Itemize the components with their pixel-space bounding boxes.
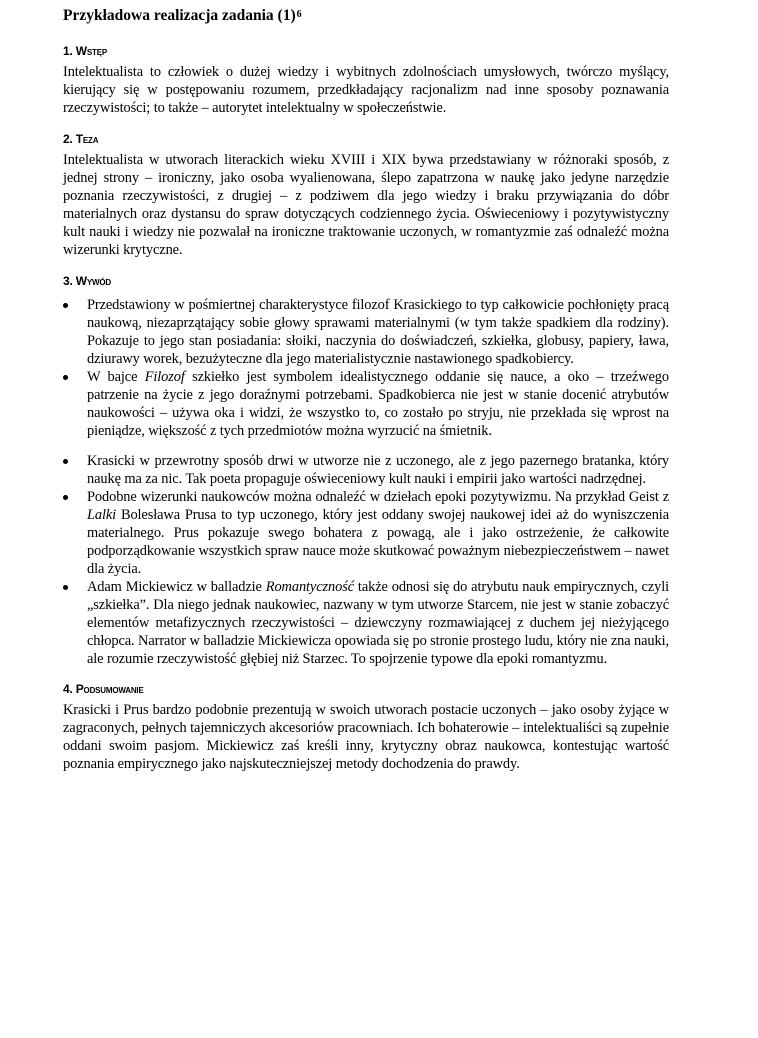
document-title [63, 6, 669, 28]
section-heading-label: Wywód [75, 274, 111, 288]
list-item [63, 296, 669, 368]
section-heading-label: Teza [75, 132, 99, 146]
list-item-text: W bajce [87, 369, 145, 385]
section-number: 3. [63, 274, 76, 288]
section-heading-teza [63, 131, 669, 147]
section-paragraph-wstep: Intelektualista to człowiek o dużej wiedzy i wybitnych zdolnościach umysłowych, twórczo myślący, kierujący się w postępowaniu rozumem, przedkładający racjonalizm nad inne sposoby poznawania rzeczywistości; to także – autorytet intelektualny w społeczeństwie. [63, 64, 669, 116]
bullet-icon [63, 585, 68, 590]
section-teza [63, 131, 669, 259]
title-footnote-marker: 6 [296, 9, 302, 20]
section-heading-label: Podsumowanie [75, 682, 144, 696]
section-paragraph-podsumowanie: Krasicki i Prus bardzo podobnie prezentują w swoich utworach postacie uczonych – jako osoby żyjące w zagraconych, pełnych tajemniczych akcesoriów pracowniach. Ich bohaterowie – intelektualiści są zupełnie oddani swoim pasjom. Mickiewicz zaś kreśli inny, krytyczny obraz naukowca, kontestując wartość poznania empirycznego jako najskuteczniejszej metody dochodzenia do prawdy. [63, 702, 669, 772]
section-wstep [63, 43, 669, 117]
section-podsumowanie [63, 681, 669, 773]
bullet-icon [63, 495, 68, 500]
section-heading-wstep [63, 43, 669, 59]
section-number: 2. [63, 132, 76, 146]
list-item-text: Bolesława Prusa to typ uczonego, który jest oddany swojej naukowej idei aż do wyniszczenia materialnego. Prus pokazuje swego bohatera z powagą, ale i jako ostrzeżenie, że całkowite podporządkowanie wszystkich spraw nauce może skutkować poważnym niebezpieczeństwem – nawet dla życia. [87, 507, 669, 577]
list-item-text: Adam Mickiewicz w balladzie [87, 579, 266, 595]
list-item-text: Podobne wizerunki naukowców można odnaleźć w dziełach epoki pozytywizmu. Na przykład Geist z [87, 489, 669, 505]
section-heading-label: Wstęp [75, 44, 107, 58]
argument-list [63, 296, 669, 668]
list-item [63, 488, 669, 578]
section-number: 1. [63, 44, 76, 58]
document-title-text: Przykładowa realizacja zadania (1) [63, 7, 296, 24]
list-item-text: także odnosi się do atrybutu nauk empirycznych, czyli „szkiełka”. Dla niego jednak naukowiec, nazwany w tym utworze Starcem, nie jest w stanie zobaczyć elementów metafizycznych rzeczywistości – dziewczyny rozmawiającej z duchem jej nieżyjącego chłopca. Narrator w balladzie Mickiewicza opowiada się po stronie prostego ludu, który nie zna nauki, ale rozumie rzeczywistość głębiej niż Starzec. To spojrzenie typowe dla epoki romantyzmu. [87, 579, 669, 667]
section-heading-podsumowanie [63, 681, 669, 697]
list-item [63, 452, 669, 488]
section-number: 4. [63, 682, 76, 696]
list-item-italic-title: Romantyczność [265, 579, 354, 595]
list-item-italic-title: Lalki [87, 507, 117, 523]
list-item [63, 368, 669, 440]
bullet-icon [63, 303, 68, 308]
list-item-italic-title: Filozof [144, 369, 185, 385]
list-item-text: szkiełko jest symbolem idealistycznego oddanie się nauce, a oko – trzeźwego patrzenie na życie z jego doraźnymi potrzebami. Spadkobierca nie jest w stanie docenić atrybutów naukowości – używa oka i widzi, że wszystko to, co zostało po stryju, nie przekłada się wprost na pieniądze, większość z tych przedmiotów można wyrzucić na śmietnik. [87, 369, 669, 439]
bullet-icon [63, 459, 68, 464]
section-wywod [63, 273, 669, 668]
section-paragraph-teza: Intelektualista w utworach literackich wieku XVIII i XIX bywa przedstawiany w różnoraki sposób, z jednej strony – ironiczny, jako osoba wyalienowana, ślepo zapatrzona w naukę jako jedyne narzędzie poznania rzeczywistości, z drugiej – z podziwem dla jego wiedzy i braku przywiązania do dóbr materialnych oraz dystansu do spraw dotyczących codziennego życia. Oświeceniowy i pozytywistyczny kult nauki i wiedzy nie pozwalał na ironiczne traktowanie uczonych, w romantyzmie zaś odnaleźć można wizerunki krytyczne. [63, 152, 669, 258]
section-heading-wywod [63, 273, 669, 289]
document-page [63, 6, 669, 786]
list-item [63, 578, 669, 668]
bullet-icon [63, 375, 68, 380]
list-item-text: Krasicki w przewrotny sposób drwi w utworze nie z uczonego, ale z jego pazernego bratanka, który naukę ma za nic. Tak poeta propaguje oświeceniowy kult nauki i empirii jako wartości nadrzędnej. [87, 453, 669, 487]
list-item-text: Przedstawiony w pośmiertnej charakterystyce filozof Krasickiego to typ całkowicie pochłonięty pracą naukową, niezaprzątający sobie głowy sprawami materialnymi (w tym także spadkiem dla rodziny). Pokazuje to jego stan posiadania: słoiki, naczynia do doświadczeń, szkiełka, globusy, papiery, ława, dziurawy worek, bezużyteczne dla jego materialistycznie nastawionego spadkobiercy. [87, 297, 669, 367]
